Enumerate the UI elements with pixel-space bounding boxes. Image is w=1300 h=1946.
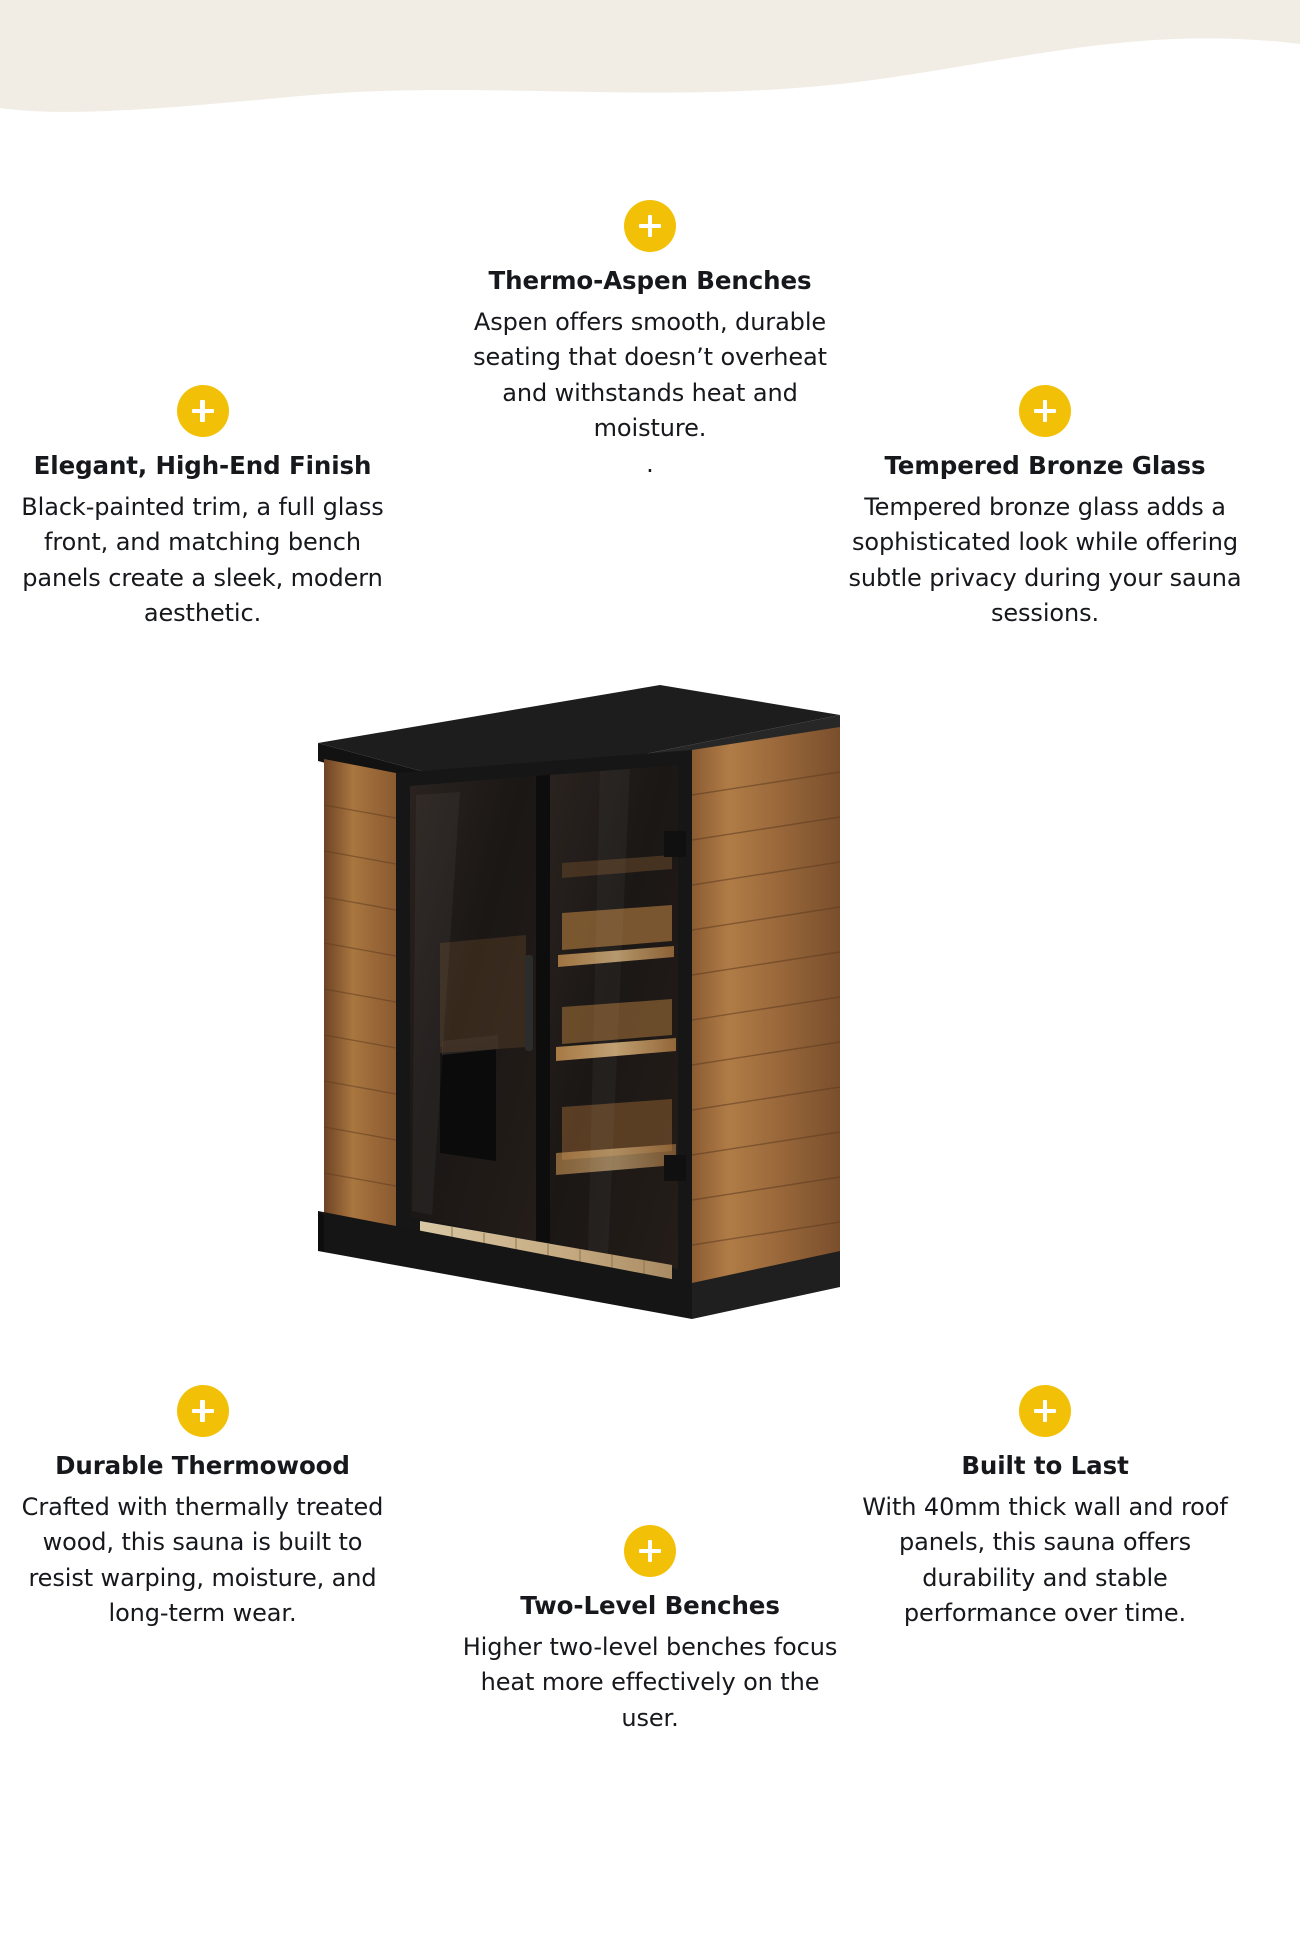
feature-body: Crafted with thermally treated wood, this sauna is built to resist warping, moisture, and long-term wear. <box>21 1492 384 1628</box>
feature-elegant-high-end-finish[interactable] <box>10 385 395 632</box>
feature-built-to-last[interactable] <box>845 1385 1245 1632</box>
outdoor-cabin-sauna-image <box>300 655 1000 1355</box>
feature-title: Elegant, High-End Finish <box>33 451 372 480</box>
feature-two-level-benches[interactable] <box>455 1525 845 1736</box>
plus-icon[interactable] <box>177 385 229 437</box>
plus-icon[interactable] <box>1019 385 1071 437</box>
feature-body: Tempered bronze glass adds a sophisticated look while offering subtle privacy during your sauna sessions. <box>848 492 1242 628</box>
feature-title: Tempered Bronze Glass <box>884 451 1206 480</box>
plus-icon[interactable] <box>624 200 676 252</box>
feature-durable-thermowood[interactable] <box>10 1385 395 1632</box>
feature-body: Higher two-level benches focus heat more effectively on the user. <box>462 1632 838 1732</box>
feature-title: Durable Thermowood <box>55 1451 350 1480</box>
feature-body: With 40mm thick wall and roof panels, this sauna offers durability and stable performance over time. <box>862 1492 1228 1628</box>
feature-title: Built to Last <box>961 1451 1129 1480</box>
feature-thermo-aspen-benches[interactable] <box>455 200 845 482</box>
top-wave-banner <box>0 0 1300 150</box>
feature-tempered-bronze-glass[interactable] <box>845 385 1245 632</box>
feature-trailing-mark: . <box>646 449 654 478</box>
feature-title: Thermo-Aspen Benches <box>488 266 812 295</box>
plus-icon[interactable] <box>624 1525 676 1577</box>
feature-title: Two-Level Benches <box>520 1591 780 1620</box>
plus-icon[interactable] <box>177 1385 229 1437</box>
feature-body: Black-painted trim, a full glass front, and matching bench panels create a sleek, modern aesthetic. <box>21 492 384 628</box>
feature-body: Aspen offers smooth, durable seating that doesn’t overheat and withstands heat and moisture. <box>473 307 827 443</box>
plus-icon[interactable] <box>1019 1385 1071 1437</box>
